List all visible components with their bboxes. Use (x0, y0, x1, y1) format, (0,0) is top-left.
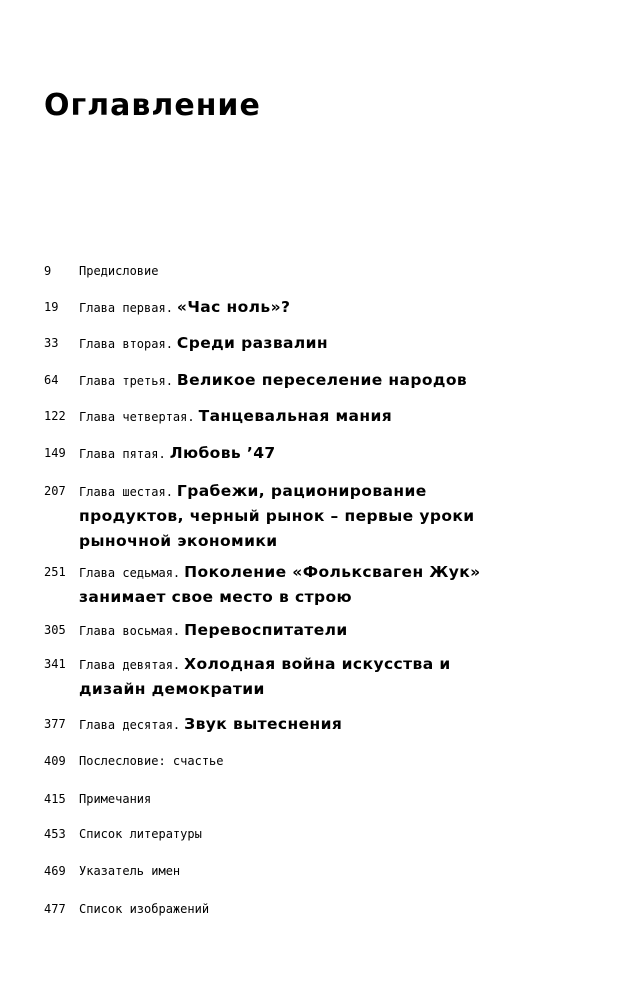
toc-label: Глава четвертая. (79, 410, 195, 424)
toc-chapter-title: Звук вытеснения (184, 715, 343, 733)
toc-page-number: 207 (44, 484, 66, 498)
toc-page-number: 33 (44, 336, 59, 350)
toc-label: Список литературы (79, 827, 202, 841)
toc-page-number: 469 (44, 864, 66, 878)
toc-chapter-title: Грабежи, рационирование продуктов, черный рынок – первые уроки рыночной экономики (79, 482, 475, 550)
toc-page-number: 415 (44, 792, 66, 806)
toc-page-number: 377 (44, 717, 66, 731)
toc-chapter-title: «Час ноль»? (176, 298, 291, 316)
toc-page-number: 64 (44, 373, 59, 387)
toc-chapter-title: Среди развалин (176, 334, 329, 352)
page-title: Оглавление (44, 88, 261, 123)
toc-chapter-title: Холодная война искусства и дизайн демократии (79, 655, 451, 698)
toc-label: Указатель имен (79, 864, 181, 878)
toc-chapter-title: Перевоспитатели (184, 621, 348, 639)
toc-page-number: 341 (44, 657, 66, 671)
toc-label: Послесловие: счастье (79, 754, 224, 768)
toc-chapter-title: Танцевальная мания (198, 407, 393, 425)
toc-page-number: 409 (44, 754, 66, 768)
toc-label: Список изображений (79, 902, 210, 916)
toc-page-number: 149 (44, 446, 66, 460)
toc-label: Примечания (79, 792, 152, 806)
toc-page-number: 453 (44, 827, 66, 841)
toc-page-number: 122 (44, 409, 66, 423)
toc-label: Глава третья. (79, 374, 173, 388)
toc-chapter-title: Поколение «Фольксваген Жук» занимает свое место в строю (79, 563, 481, 606)
toc-label: Глава восьмая. (79, 624, 181, 638)
toc-page-number: 9 (44, 264, 52, 278)
toc-label: Глава первая. (79, 301, 173, 315)
toc-chapter-title: Великое переселение народов (176, 371, 468, 389)
toc-page-number: 19 (44, 300, 59, 314)
toc-label: Глава шестая. (79, 485, 173, 499)
toc-page-number: 477 (44, 902, 66, 916)
toc-label: Глава седьмая. (79, 566, 181, 580)
toc-label: Глава девятая. (79, 658, 181, 672)
toc-label: Глава пятая. (79, 447, 166, 461)
toc-page-number: 305 (44, 623, 66, 637)
toc-label: Предисловие (79, 264, 159, 278)
toc-label: Глава вторая. (79, 337, 173, 351)
toc-chapter-title: Любовь ’47 (169, 444, 276, 462)
toc-label: Глава десятая. (79, 718, 181, 732)
toc-page-number: 251 (44, 565, 66, 579)
